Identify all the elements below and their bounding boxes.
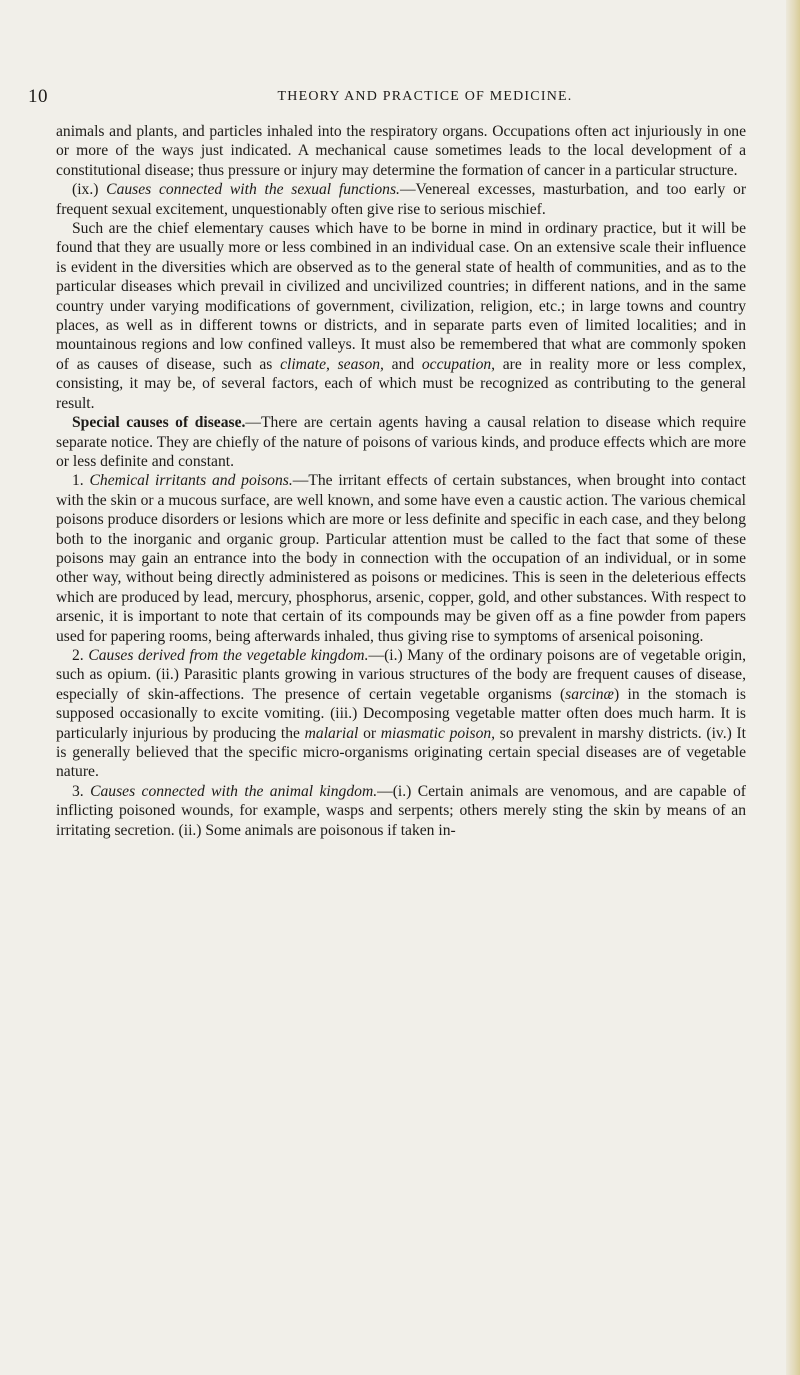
italic-term: climate, season, [280,355,384,373]
running-title: THEORY AND PRACTICE OF MEDICINE. [277,89,573,104]
section-heading: Special causes of disease. [72,414,246,432]
body-text [56,122,746,840]
italic-term: occupation, [421,355,496,373]
paragraph-text: or [363,724,377,742]
section-animal-kingdom [56,782,746,840]
paragraph-text: animals and plants, and particles inhaled into the respiratory organs. Occupations often act injuriously in one or more of the ways just indicated. A mechanical cause sometimes leads to the local development of a constitutional disease; thus pressure or injury may determine the formation of cancer in a particular structure. [56,123,746,179]
paragraph-text: —The irritant effects of certain substances, when brought into contact with the skin or a mucous surface, are well known, and some have even a caustic action. The various chemical poisons produce disorders or lesions which are more or less definite and specific in each case, and they belong both to the inorganic and organic group. Particular attention must be called to the fact that some of these poisons may gain an entrance into the body in connection with the occupation of an individual, or in some other way, without being directly administered as poisons or medicines. This is seen in the deleterious effects which are produced by lead, mercury, phosphorus, arsenic, copper, gold, and other substances. With respect to arsenic, it is important to note that certain of its compounds may be given off as a fine powder from papers used for papering rooms, being afterwards inhaled, thus giving rise to symptoms of arsenical poisoning. [56,472,746,645]
paragraph-text: and [391,355,415,373]
section-special-causes [56,413,746,471]
italic-term: malarial [304,724,359,742]
paragraph-continuation [56,122,746,180]
paragraph-text: Such are the chief elementary causes which have to be borne in mind in ordinary practice, but it will be found that they are usually more or less combined in an individual case. On an extensive scale their influence is evident in the diversities which are observed as to the general state of health of communities, and as to the particular diseases which prevail in civilized and uncivilized countries; in different nations, and in the same country under varying modifications of government, civilization, religion, etc.; in large towns and country places, as well as in different towns or districts, and in separate parts even of limited localities; and in mountainous regions and low confined valleys. It must also be remembered that what are commonly spoken of as causes of disease, such as [56,220,746,373]
italic-term: miasmatic poison, [380,724,496,742]
page-number: 10 [28,86,48,107]
paragraph-text: —(i.) Certain animals are venomous, and are capable of inflicting poisoned wounds, for example, wasps and serpents; others merely sting the skin by means of an irritating secretion. (ii.) Some animals are poisonous if taken in- [56,782,746,839]
paragraph-text: are in reality more or less complex, consisting, it may be, of several factors, each of which must be recognized as contributing to the general result. [56,355,746,412]
section-number: (ix.) [72,181,99,199]
section-number: 1. [72,472,84,490]
paragraph-text: —(i.) Many of the ordinary poisons are of vegetable origin, such as opium. (ii.) Parasitic plants growing in various structures of the body are frequent causes of disease, especially of skin-affections. The presence of certain vegetable organisms ( [56,646,746,703]
paragraph-elementary-causes [56,219,746,413]
section-heading: Causes connected with the animal kingdom. [90,782,378,800]
paragraph-text: so prevalent in marshy districts. (iv.) It is generally believed that the specific micro-organisms originating certain special diseases are of vegetable nature. [56,724,747,781]
section-heading: Causes connected with the sexual functions. [106,181,400,199]
page-edge [786,0,800,1375]
section-vegetable-kingdom [56,646,746,782]
section-chemical-irritants [56,471,746,646]
paragraph-text: —Venereal excesses, masturbation, and too early or frequent sexual excitement, unquestionably often give rise to serious mischief. [56,181,747,218]
section-heading: Chemical irritants and poisons. [89,472,293,490]
section-heading: Causes derived from the vegetable kingdom. [88,646,369,664]
paragraph-text: ) in the stomach is supposed occasionally to excite vomiting. (iii.) Decomposing vegetable matter often does much harm. It is particularly injurious by producing the [56,685,746,742]
section-number: 2. [72,646,84,664]
italic-term: sarcinæ [565,685,614,703]
page-header [28,86,722,108]
section-number: 3. [72,782,84,800]
paragraph-text: —There are certain agents having a causal relation to disease which require separate notice. They are chiefly of the nature of poisons of various kinds, and produce effects which are more or less definite and constant. [56,414,746,470]
section-sexual-functions [56,180,746,219]
